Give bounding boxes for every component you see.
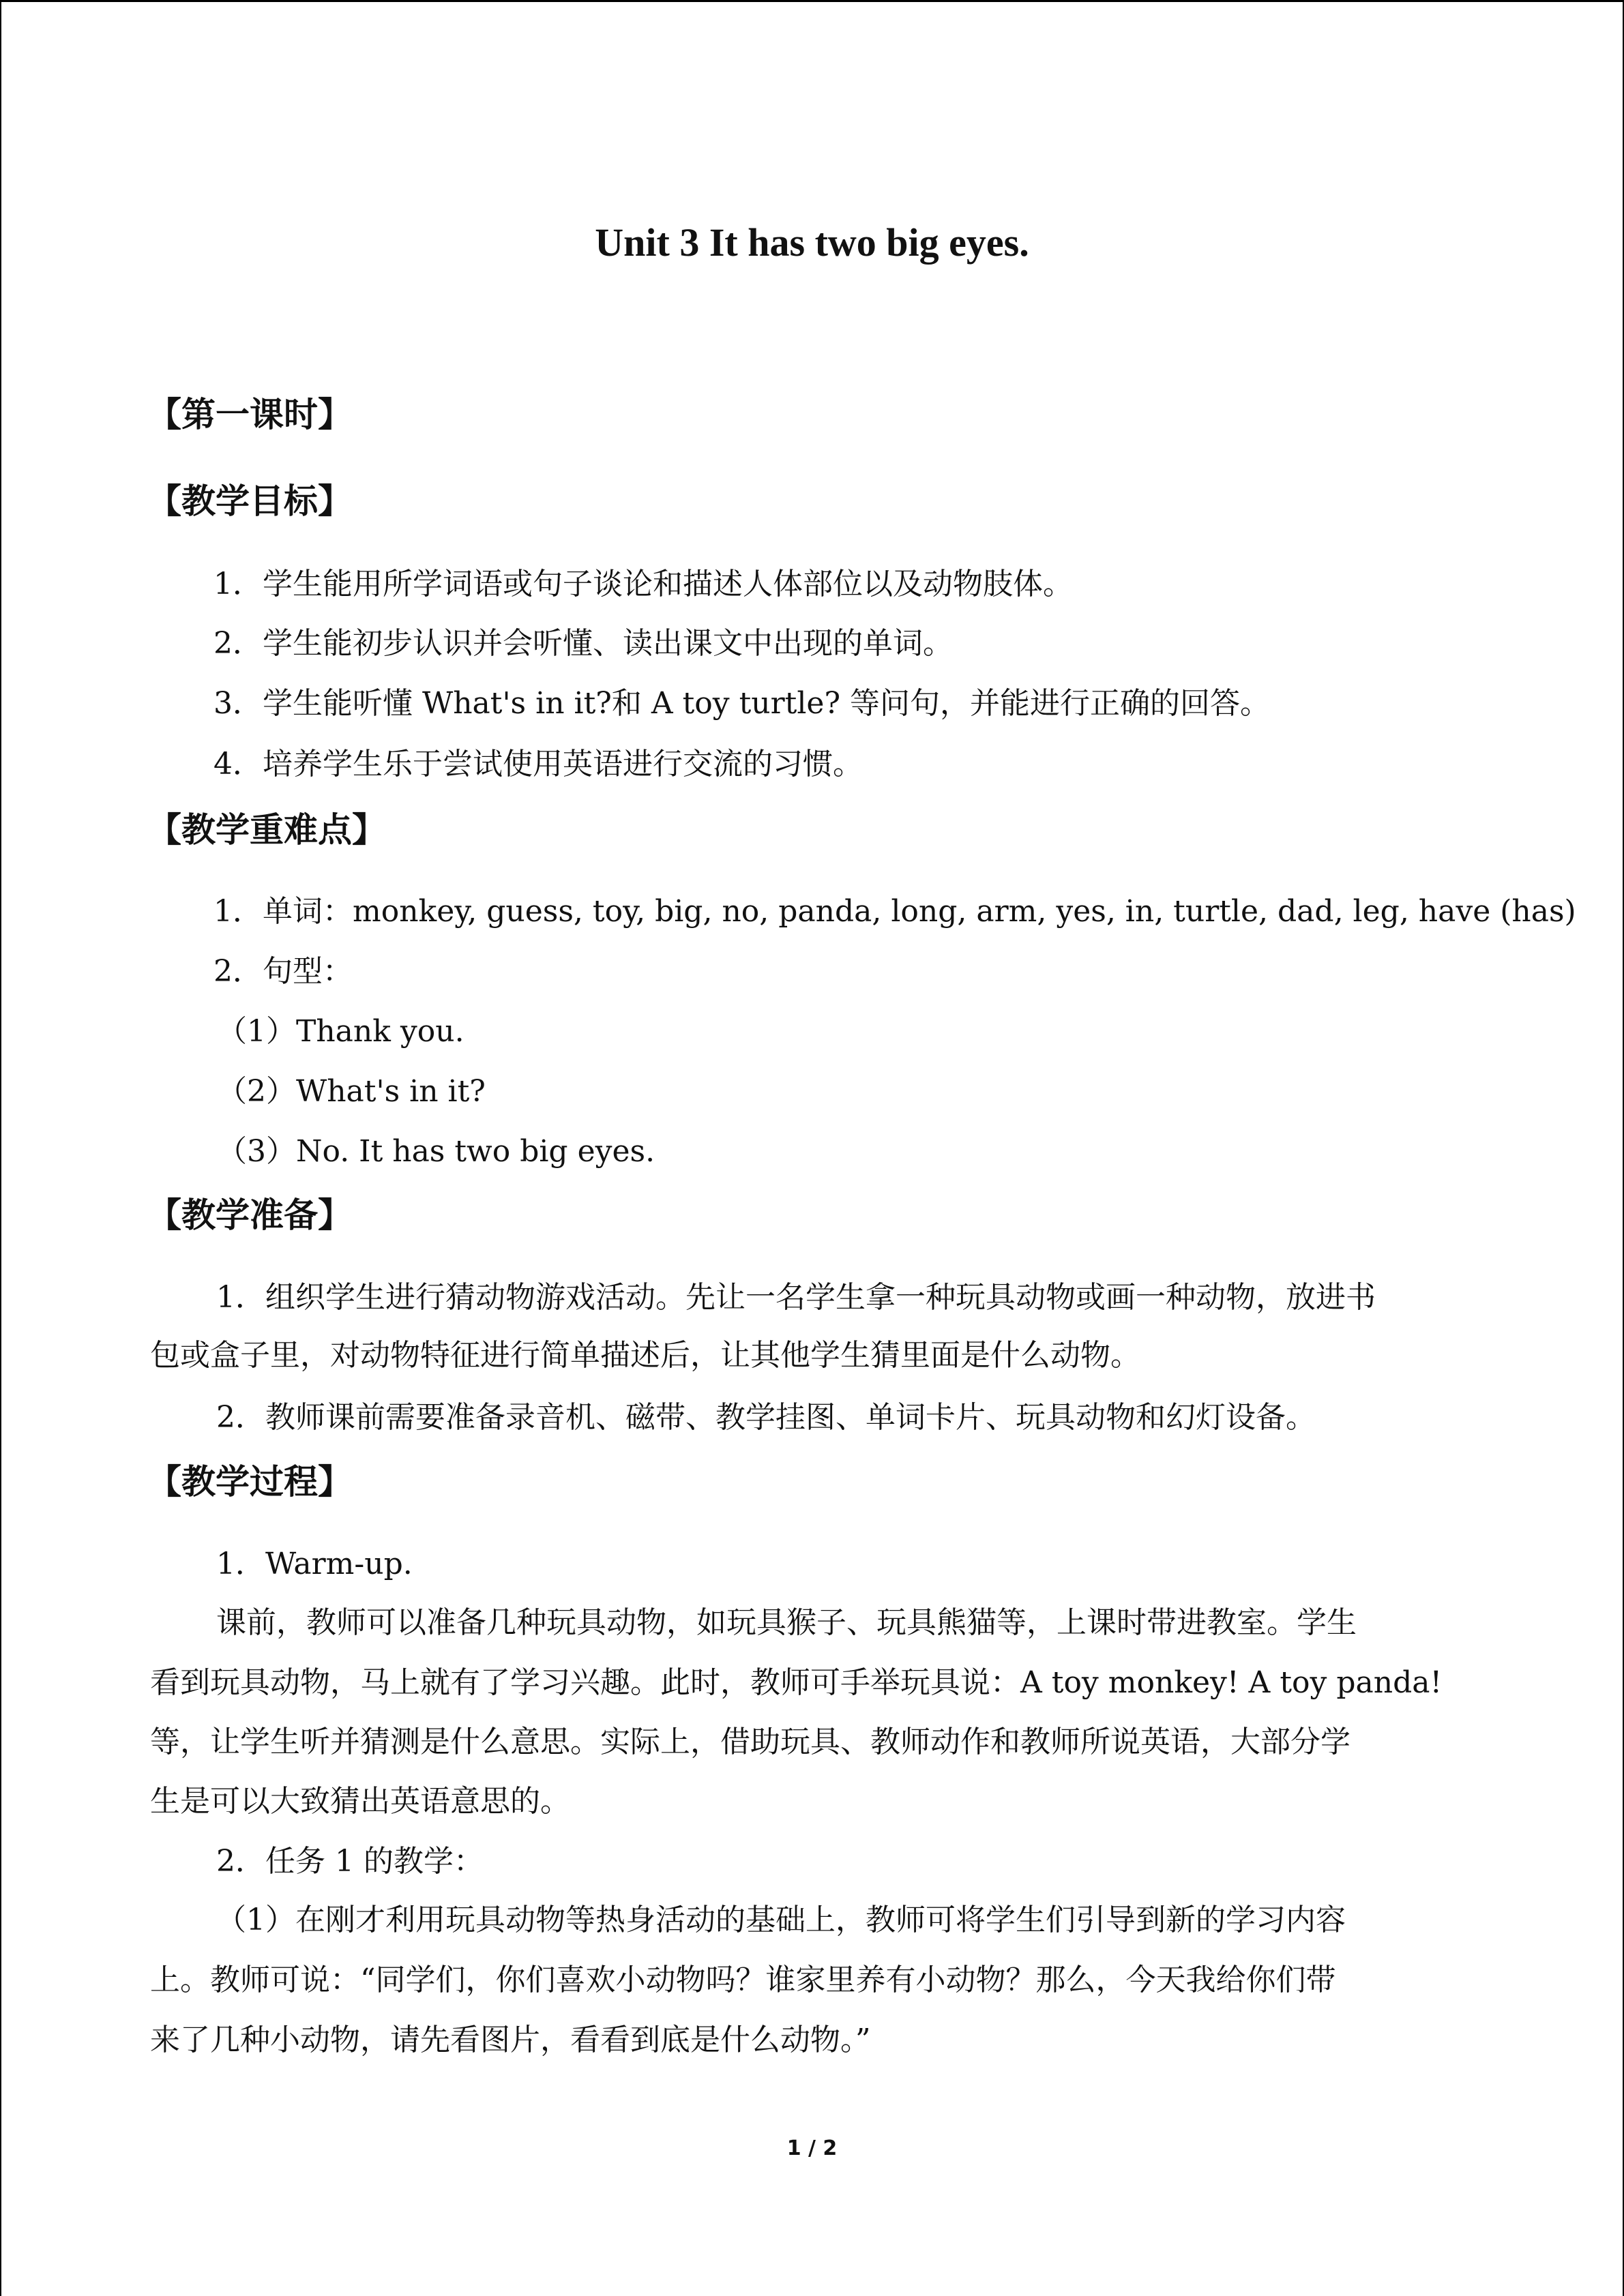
objective-item: 3．学生能听懂 What's in it?和 A toy turtle? 等问句，并能进行正确的回答。 xyxy=(213,686,1271,721)
sentence-item: （3）No. It has two big eyes. xyxy=(217,1134,655,1169)
preparation-item2: 2．教师课前需要准备录音机、磁带、教学挂图、单词卡片、玩具动物和幻灯设备。 xyxy=(216,1400,1316,1435)
task1-line: 来了几种小动物，请先看图片，看看到底是什么动物。” xyxy=(150,2023,871,2057)
page-number: 1 / 2 xyxy=(786,2136,838,2160)
heading-lesson: 【第一课时】 xyxy=(147,395,352,434)
task1-label: 2．任务 1 的教学： xyxy=(216,1844,484,1879)
heading-preparation: 【教学准备】 xyxy=(147,1195,352,1235)
key-words: 1．单词：monkey, guess, toy, big, no, panda, long, arm, yes, in, turtle, dad, leg, have (has) xyxy=(213,894,1576,929)
heading-objectives: 【教学目标】 xyxy=(147,481,352,521)
warmup-label: 1．Warm-up. xyxy=(216,1547,413,1581)
warmup-line: 看到玩具动物，马上就有了学习兴趣。此时，教师可手举玩具说：A toy monkey! A toy panda! xyxy=(150,1665,1443,1700)
document-title: Unit 3 It has two big eyes. xyxy=(595,220,1029,265)
objective-item: 1．学生能用所学词语或句子谈论和描述人体部位以及动物肢体。 xyxy=(213,567,1073,601)
objective-item: 2．学生能初步认识并会听懂、读出课文中出现的单词。 xyxy=(213,626,953,661)
task1-line: 上。教师可说：“同学们，你们喜欢小动物吗？谁家里养有小动物？那么，今天我给你们带 xyxy=(150,1963,1336,1997)
sentence-item: （2）What's in it? xyxy=(217,1074,486,1109)
sentence-item: （1）Thank you. xyxy=(217,1014,464,1049)
sentence-label: 2．句型： xyxy=(213,954,353,989)
heading-process: 【教学过程】 xyxy=(147,1462,352,1502)
warmup-line: 课前，教师可以准备几种玩具动物，如玩具猴子、玩具熊猫等，上课时带进教室。学生 xyxy=(216,1605,1357,1640)
objective-item: 4．培养学生乐于尝试使用英语进行交流的习惯。 xyxy=(213,747,863,781)
warmup-line: 等，让学生听并猜测是什么意思。实际上，借助玩具、教师动作和教师所说英语，大部分学 xyxy=(150,1725,1350,1759)
warmup-line: 生是可以大致猜出英语意思的。 xyxy=(150,1784,570,1819)
task1-line: （1）在刚才利用玩具动物等热身活动的基础上，教师可将学生们引导到新的学习内容 xyxy=(216,1903,1346,1937)
preparation-item1-line2: 包或盒子里，对动物特征进行简单描述后，让其他学生猜里面是什么动物。 xyxy=(150,1338,1140,1373)
heading-key-points: 【教学重难点】 xyxy=(147,810,386,850)
preparation-item1-line1: 1．组织学生进行猜动物游戏活动。先让一名学生拿一种玩具动物或画一种动物，放进书 xyxy=(216,1280,1376,1315)
